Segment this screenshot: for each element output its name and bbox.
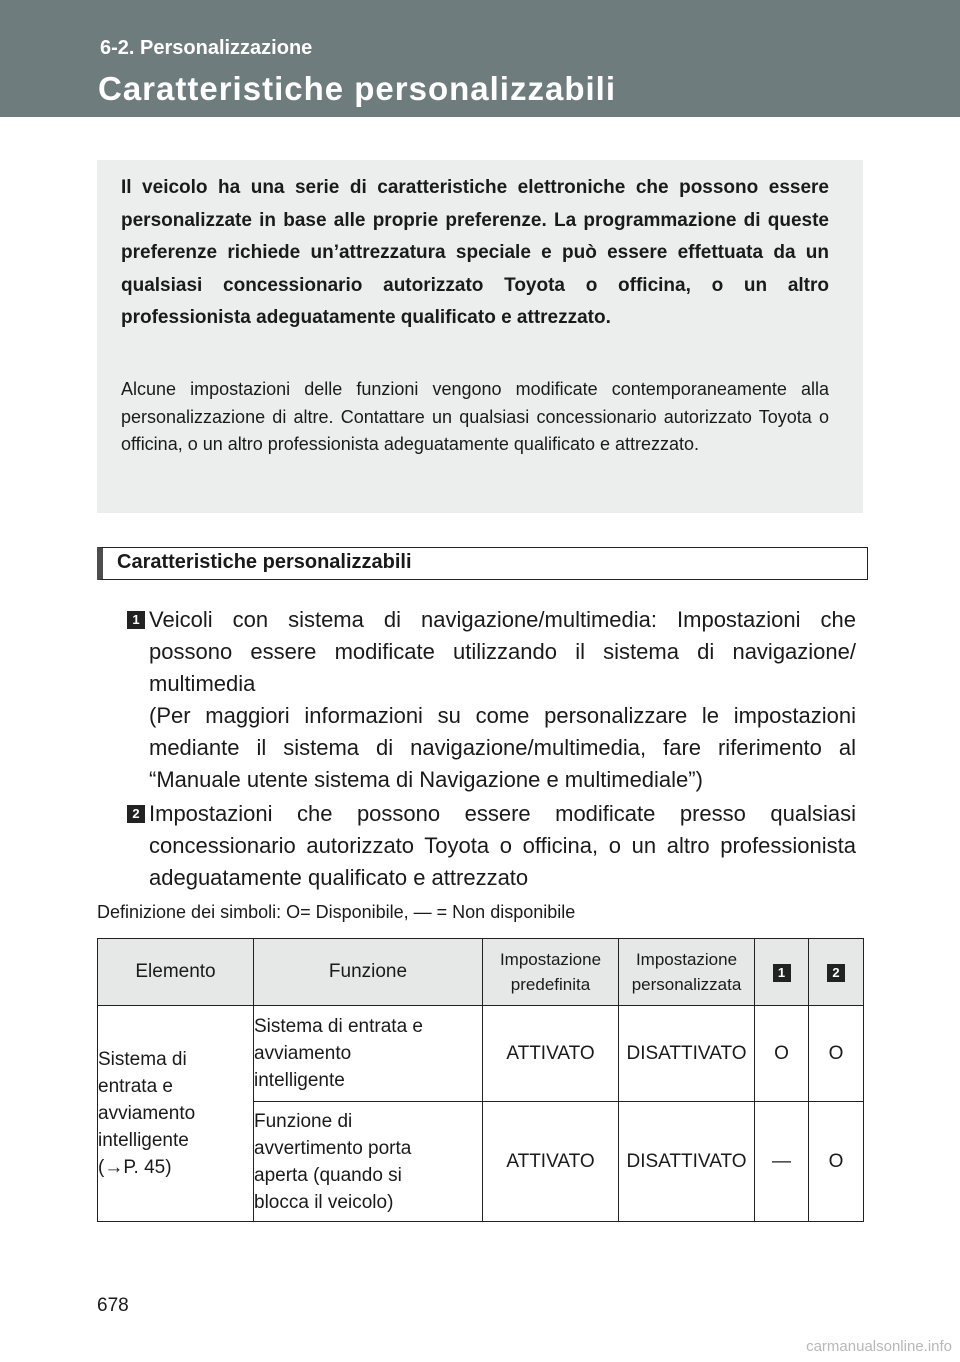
page-number: 678 — [97, 1295, 129, 1316]
availability-col2: O — [809, 1006, 864, 1102]
header-col-1 — [755, 939, 809, 1006]
header-function: Funzione — [254, 939, 483, 1006]
function-line: aperta (quando si — [254, 1164, 402, 1186]
list-item-text: Veicoli con sistema di navigazione/multimedia: Impostazioni che possono essere modificate utilizzando il sistema di navigazione/ multimedia — [149, 607, 856, 696]
default-value: ATTIVATO — [483, 1006, 619, 1102]
function-line: avvertimento porta — [254, 1137, 412, 1159]
function-line: avviamento — [254, 1043, 352, 1064]
element-line: intelligente — [98, 1130, 189, 1151]
header-custom-line1: Impostazione — [635, 950, 738, 969]
page-title: Caratteristiche personalizzabili — [98, 70, 616, 107]
availability-col2: O — [809, 1102, 864, 1222]
subsection-title: Caratteristiche personalizzabili — [117, 551, 412, 573]
symbol-legend: Definizione dei simboli: O= Disponibile, — = Non disponibile — [97, 902, 576, 922]
table-header-row — [98, 939, 864, 1006]
function-cell — [254, 1006, 483, 1102]
function-cell — [254, 1102, 483, 1222]
number-badge-1: 1 — [127, 611, 145, 629]
element-line: avviamento — [98, 1103, 196, 1124]
default-value: ATTIVATO — [483, 1102, 619, 1222]
element-line: entrata e — [98, 1076, 173, 1097]
custom-value: DISATTIVATO — [619, 1006, 755, 1102]
section-label: 6-2. Personalizzazione — [100, 37, 313, 59]
availability-col1: — — [755, 1102, 809, 1222]
function-line: Funzione di — [254, 1110, 353, 1132]
table-row — [98, 1006, 864, 1102]
page-header — [0, 0, 960, 117]
header-default-line1: Impostazione — [499, 950, 602, 969]
function-line: blocca il veicolo) — [254, 1191, 394, 1213]
element-page-ref: (→P. 45) — [98, 1157, 172, 1178]
function-line: intelligente — [254, 1070, 345, 1091]
number-badge-2: 2 — [127, 805, 145, 823]
header-badge-1: 1 — [773, 964, 791, 982]
availability-col1: O — [755, 1006, 809, 1102]
list-item-note: (Per maggiori informazioni su come personalizzare le impostazioni mediante il sistema di navigazione/multimedia, fare riferimento al “Manuale utente sistema di Navigazione e multimediale”) — [149, 703, 856, 792]
intro-box — [97, 160, 863, 513]
list-item-1 — [127, 604, 856, 796]
header-default-setting — [483, 939, 619, 1006]
header-custom-setting — [619, 939, 755, 1006]
element-cell — [98, 1006, 254, 1222]
intro-note-text: Alcune impostazioni delle funzioni vengono modificate contemporaneamente alla personalizzazione di altre. Contattare un qualsiasi concessionario autorizzato Toyota o officina, o un altro professionista adeguatamente qualificato e attrezzato. — [121, 379, 829, 454]
header-custom-line2: personalizzata — [631, 975, 742, 994]
custom-value: DISATTIVATO — [619, 1102, 755, 1222]
element-line: Sistema di — [98, 1049, 187, 1070]
intro-bold-text: Il veicolo ha una serie di caratteristiche elettroniche che possono essere personalizzate in base alle proprie preferenze. La programmazione di queste preferenze richiede un’attrezzatura speciale e può essere effettuata da un qualsiasi concessionario autorizzato Toyota o officina, o un altro professionista adeguatamente qualificato e attrezzato. — [121, 177, 829, 328]
watermark-text: carmanualsonline.info — [806, 1338, 952, 1355]
header-badge-2: 2 — [827, 964, 845, 982]
list-item-text: Impostazioni che possono essere modificate presso qualsiasi concessionario autorizzato Toyota o officina, o un altro professionista adeguatamente qualificato e attrezzato — [149, 801, 856, 890]
header-element: Elemento — [98, 939, 254, 1006]
header-default-line2: predefinita — [510, 975, 591, 994]
settings-table — [97, 938, 864, 1222]
header-col-2 — [809, 939, 864, 1006]
subsection-heading — [97, 547, 868, 580]
list-item-2 — [127, 798, 856, 894]
function-line: Sistema di entrata e — [254, 1016, 423, 1037]
